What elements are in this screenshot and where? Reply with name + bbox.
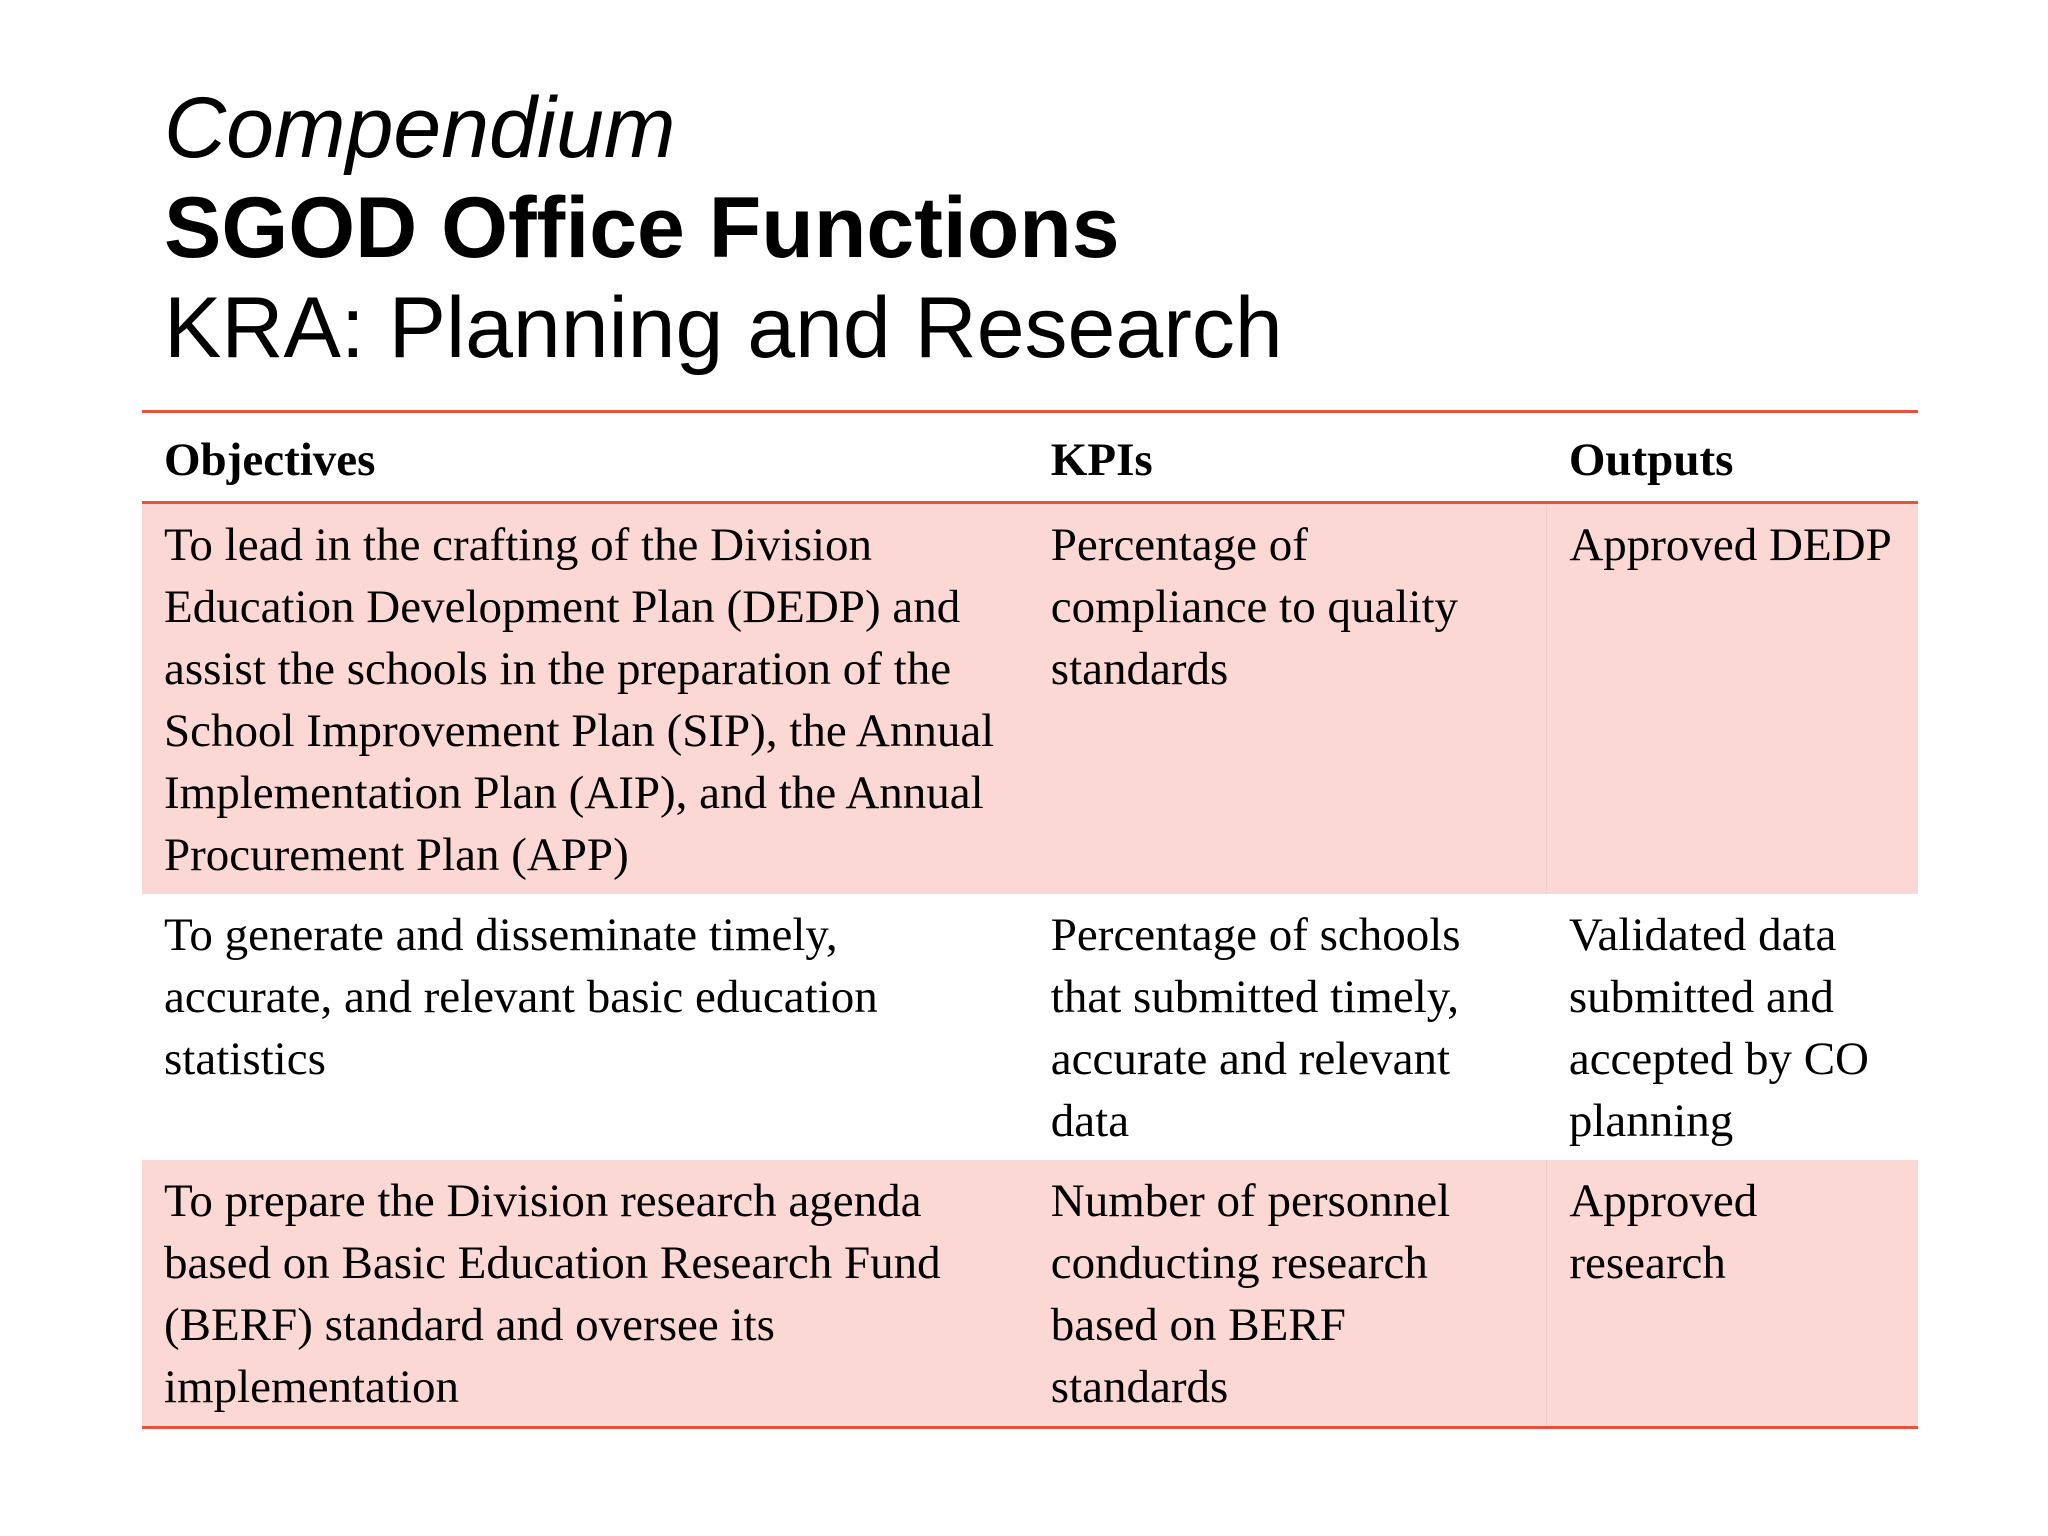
- kra-table: [142, 410, 1918, 1429]
- header-kpis: KPIs: [1050, 434, 1153, 486]
- table-header: [142, 412, 1918, 503]
- title-compendium: Compendium: [164, 80, 676, 176]
- cell-kpi: Percentage of schools that submitted timely, accurate and relevant data: [1050, 909, 1461, 1147]
- table-row: [142, 894, 1918, 1160]
- cell-objective: To lead in the crafting of the Division Education Development Plan (DEDP) and assist the schools in the preparation of the School Improvement Plan (SIP), the Annual Implementation Plan (AIP), and the Annual Procurement Plan (APP): [142, 503, 1029, 895]
- slide-title: [164, 78, 1283, 378]
- header-objectives: Objectives: [164, 434, 376, 486]
- cell-output: Approved research: [1547, 1160, 1918, 1428]
- cell-output: Validated data submitted and accepted by CO planning: [1568, 909, 1869, 1147]
- cell-output: Approved DEDP: [1547, 503, 1918, 895]
- cell-objective: To generate and disseminate timely, accurate, and relevant basic education statistics: [164, 909, 878, 1085]
- header-row: [142, 412, 1918, 503]
- header-outputs: Outputs: [1568, 434, 1734, 486]
- title-kra: KRA: Planning and Research: [164, 280, 1283, 376]
- cell-kpi: Percentage of compliance to quality standards: [1029, 503, 1547, 895]
- table-body: [142, 503, 1918, 1428]
- title-office-functions: SGOD Office Functions: [164, 180, 1120, 276]
- cell-objective: To prepare the Division research agenda based on Basic Education Research Fund (BERF) standard and oversee its implementation: [142, 1160, 1029, 1428]
- cell-kpi: Number of personnel conducting research based on BERF standards: [1029, 1160, 1547, 1428]
- table-row: [142, 503, 1918, 895]
- table-row: [142, 1160, 1918, 1428]
